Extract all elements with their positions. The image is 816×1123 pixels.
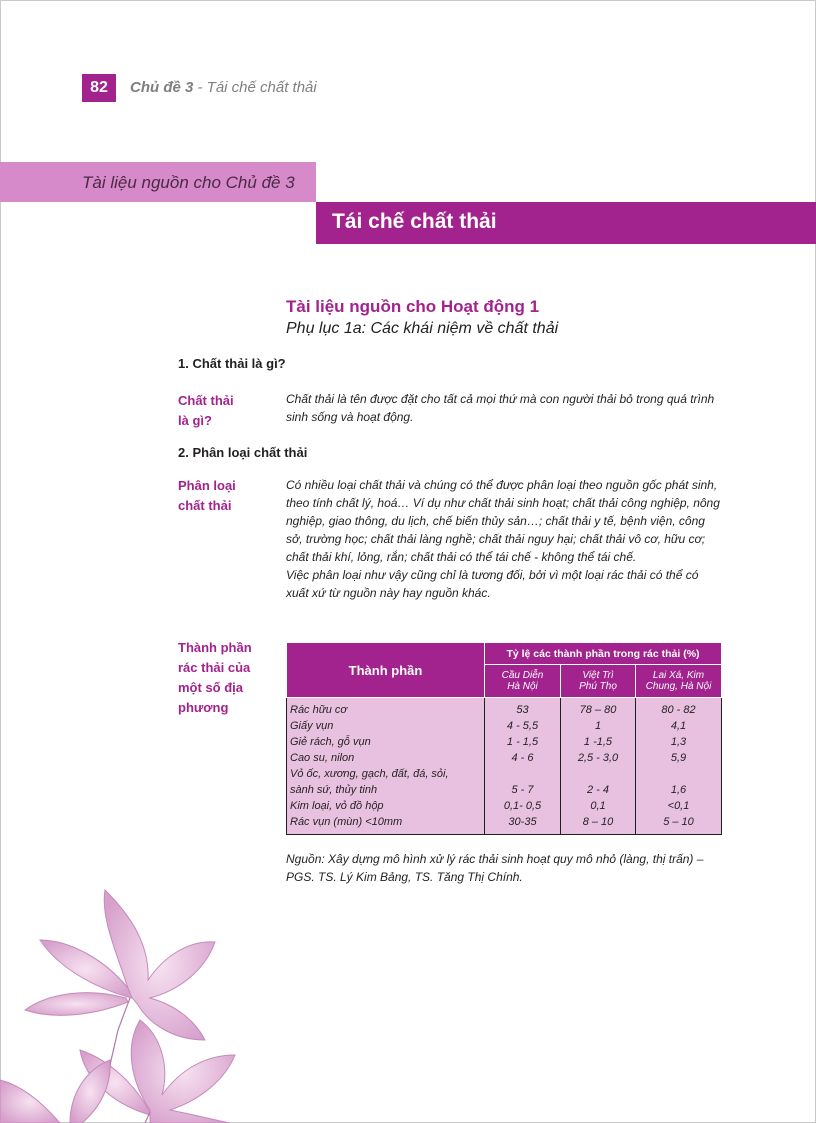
chapter-title: - Tái chế chất thải — [193, 79, 317, 96]
heading-classification: 2. Phân loại chất thải — [178, 445, 308, 460]
table-cell-viet-tri: 78 – 80 1 1 -1,5 2,5 - 3,0 2 - 4 0,1 8 – 10 — [561, 698, 636, 835]
paragraph-definition: Chất thải là tên được đặt cho tất cả mọi thứ mà con người thải bỏ trong quá trình sinh sống và hoạt động. — [286, 392, 715, 424]
side-label-line: Chất thải — [178, 393, 234, 408]
leaf-icon — [25, 890, 215, 1040]
paragraph-classification-2: Việc phân loại như vậy cũng chỉ là tương đối, bởi vì một loại rác thải có thể có xuất xứ từ nguồn này hay nguồn khác. — [286, 568, 699, 600]
section-title: Tài liệu nguồn cho Hoạt động 1 — [286, 297, 540, 316]
side-label-composition — [178, 638, 252, 718]
table-cell-cau-dien: 53 4 - 5,5 1 - 1,5 4 - 6 5 - 7 0,1- 0,5 30-35 — [485, 698, 561, 835]
side-label-line: một số địa — [178, 680, 244, 695]
side-label-line: phương — [178, 700, 229, 715]
table-header-lai-xa: Lai Xá, Kim Chung, Hà Nội — [636, 665, 722, 698]
paragraph-classification — [286, 476, 723, 602]
side-label-line: Phân loại — [178, 478, 236, 493]
waste-composition-table — [286, 642, 722, 835]
side-label-line: chất thải — [178, 498, 232, 513]
side-label-line: rác thải của — [178, 660, 251, 675]
decorative-leaves — [0, 880, 300, 1123]
table-header-cau-dien: Cầu Diễn Hà Nội — [485, 665, 561, 698]
table-header-viet-tri: Việt Trì Phú Thọ — [561, 665, 636, 698]
heading-what-is-waste: 1. Chất thải là gì? — [178, 356, 286, 371]
table-row — [287, 698, 722, 835]
side-label-what-is-waste — [178, 391, 234, 431]
page-number: 82 — [82, 74, 116, 102]
side-label-line: là gì? — [178, 413, 212, 428]
banner-title: Tái chế chất thải — [332, 210, 497, 233]
table-cell-components: Rác hữu cơ Giấy vụn Giẻ rách, gỗ vụn Cao su, nilon Vỏ ốc, xương, gạch, đất, đá, sỏi, sành sứ, thủy tinh Kim loại, vỏ đồ hộp Rác vụn (mùn) <10mm — [287, 698, 485, 835]
chapter-label: Chủ đề 3 — [130, 79, 194, 96]
side-label-classification — [178, 476, 236, 516]
paragraph-classification-1: Có nhiều loại chất thải và chúng có thể được phân loại theo nguồn gốc phát sinh, theo tính chất lý, hoá… Ví dụ như chất thải sinh hoạt; chất thải công nghiệp, nông nghiệp, giao thông, du lịch, chế biến thủy sản…; chất thải y tế, bệnh viện, công sở, trường học; chất thải làng nghề; chất thải nguy hại; chất thải vô cơ, hữu cơ; chất thải khí, lỏng, rắn; chất thải có thể tái chế - không thể tái chế. — [286, 478, 720, 564]
side-label-line: Thành phần — [178, 640, 252, 655]
banner-subtitle: Tài liệu nguồn cho Chủ đề 3 — [82, 173, 295, 192]
leaf-icon — [0, 1060, 110, 1123]
table-header-component: Thành phần — [287, 643, 485, 698]
source-note: Nguồn: Xây dựng mô hình xử lý rác thải sinh hoạt quy mô nhỏ (làng, thị trấn) – PGS. TS. Lý Kim Bảng, TS. Tăng Thị Chính. — [286, 852, 704, 884]
section-subtitle: Phụ lục 1a: Các khái niệm về chất thải — [286, 320, 559, 337]
table-header-group: Tỷ lệ các thành phần trong rác thải (%) — [485, 643, 722, 665]
running-header — [130, 79, 317, 96]
table-cell-lai-xa: 80 - 82 4,1 1,3 5,9 1,6 <0,1 5 – 10 — [636, 698, 722, 835]
